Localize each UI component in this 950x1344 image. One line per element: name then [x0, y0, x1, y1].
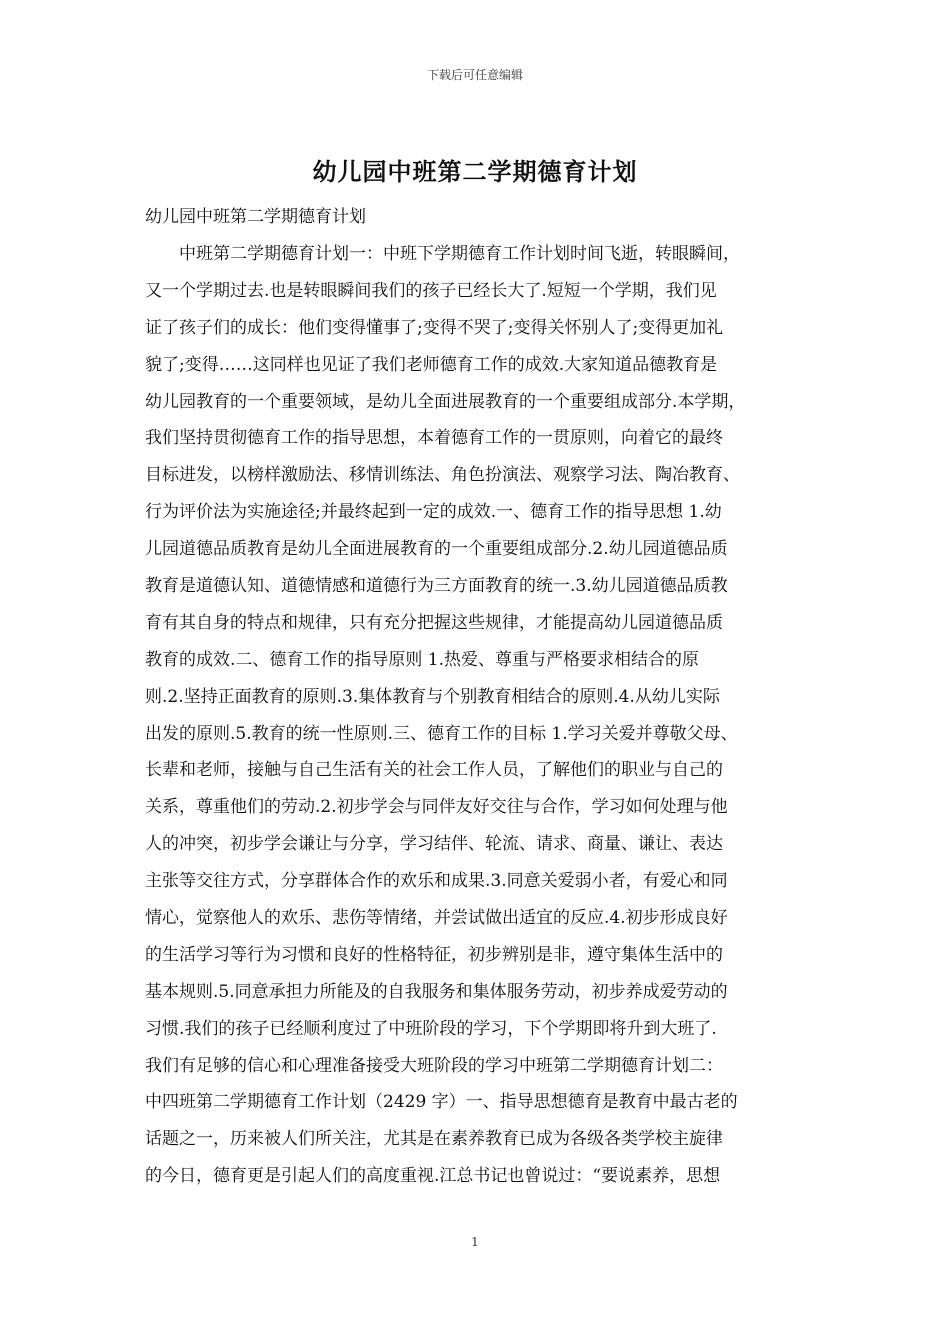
body-line: 幼儿园教育的一个重要领域，是幼儿全面进展教育的一个重要组成部分.本学期，: [145, 391, 746, 412]
body-line: 又一个学期过去.也是转眼瞬间我们的孩子已经长大了.短短一个学期，我们见: [145, 280, 717, 301]
body-line: 出发的原则.5.教育的统一性原则.三、德育工作的目标 1.学习关爱并尊敬父母、: [145, 723, 738, 744]
body-line: 则.2.坚持正面教育的原则.3.集体教育与个别教育相结合的原则.4.从幼儿实际: [145, 686, 720, 707]
body-line: 中四班第二学期德育工作计划（2429 字）一、指导思想德育是教育中最古老的: [145, 1092, 738, 1113]
body-line: 教育的成效.二、德育工作的指导原则 1.热爱、尊重与严格要求相结合的原: [145, 649, 700, 670]
body-line: 儿园道德品质教育是幼儿全面进展教育的一个重要组成部分.2.幼儿园道德品质: [145, 539, 728, 560]
body-line: 教育是道德认知、道德情感和道德行为三方面教育的统一.3.幼儿园道德品质教: [145, 576, 728, 597]
body-line: 基本规则.5.同意承担力所能及的自我服务和集体服务劳动，初步养成爱劳动的: [145, 981, 728, 1002]
body-line: 中班第二学期德育计划一：中班下学期德育工作计划时间飞逝，转眼瞬间，: [145, 244, 740, 264]
body-line: 关系，尊重他们的劳动.2.初步学会与同伴友好交往与合作，学习如何处理与他: [145, 797, 728, 818]
body-line: 人的冲突，初步学会谦让与分享，学习结伴、轮流、请求、商量、谦让、表达: [145, 834, 723, 855]
document-title: 幼儿园中班第二学期德育计划: [312, 157, 638, 186]
document-subtitle: 幼儿园中班第二学期德育计划: [145, 207, 366, 227]
body-line: 主张等交往方式，分享群体合作的欢乐和成果.3.同意关爱弱小者，有爱心和同: [145, 871, 728, 892]
body-line: 貌了;变得……这同样也见证了我们老师德育工作的成效.大家知道品德教育是: [145, 354, 718, 375]
body-line: 长辈和老师，接触与自己生活有关的社会工作人员，了解他们的职业与自己的: [145, 760, 723, 781]
body-line: 习惯.我们的孩子已经顺利度过了中班阶段的学习，下个学期即将升到大班了.: [145, 1018, 717, 1039]
document-body: [145, 236, 805, 1195]
page-header: 下载后可任意编辑: [426, 68, 523, 82]
body-line: 我们坚持贯彻德育工作的指导思想，本着德育工作的一贯原则，向着它的最终: [145, 428, 723, 449]
body-line: 话题之一，历来被人们所关注，尤其是在素养教育已成为各级各类学校主旋律: [145, 1129, 723, 1150]
body-line: 我们有足够的信心和心理准备接受大班阶段的学习中班第二学期德育计划二：: [145, 1055, 723, 1076]
body-line: 行为评价法为实施途径;并最终起到一定的成效.一、德育工作的指导思想 1.幼: [145, 502, 722, 523]
page-number: 1: [471, 1235, 479, 1249]
body-line: 证了孩子们的成长：他们变得懂事了;变得不哭了;变得关怀别人了;变得更加礼: [145, 317, 724, 338]
body-line: 情心，觉察他人的欢乐、悲伤等情绪，并尝试做出适宜的反应.4.初步形成良好: [145, 908, 728, 929]
body-line: 育有其自身的特点和规律，只有充分把握这些规律，才能提高幼儿园道德品质: [145, 612, 723, 633]
body-line: 目标进发，以榜样激励法、移情训练法、角色扮演法、观察学习法、陶冶教育、: [145, 465, 740, 486]
body-line: 的今日，德育更是引起人们的高度重视.江总书记也曾说过：“要说素养，思想: [145, 1166, 721, 1187]
body-line: 的生活学习等行为习惯和良好的性格特征，初步辨别是非，遵守集体生活中的: [145, 944, 723, 965]
